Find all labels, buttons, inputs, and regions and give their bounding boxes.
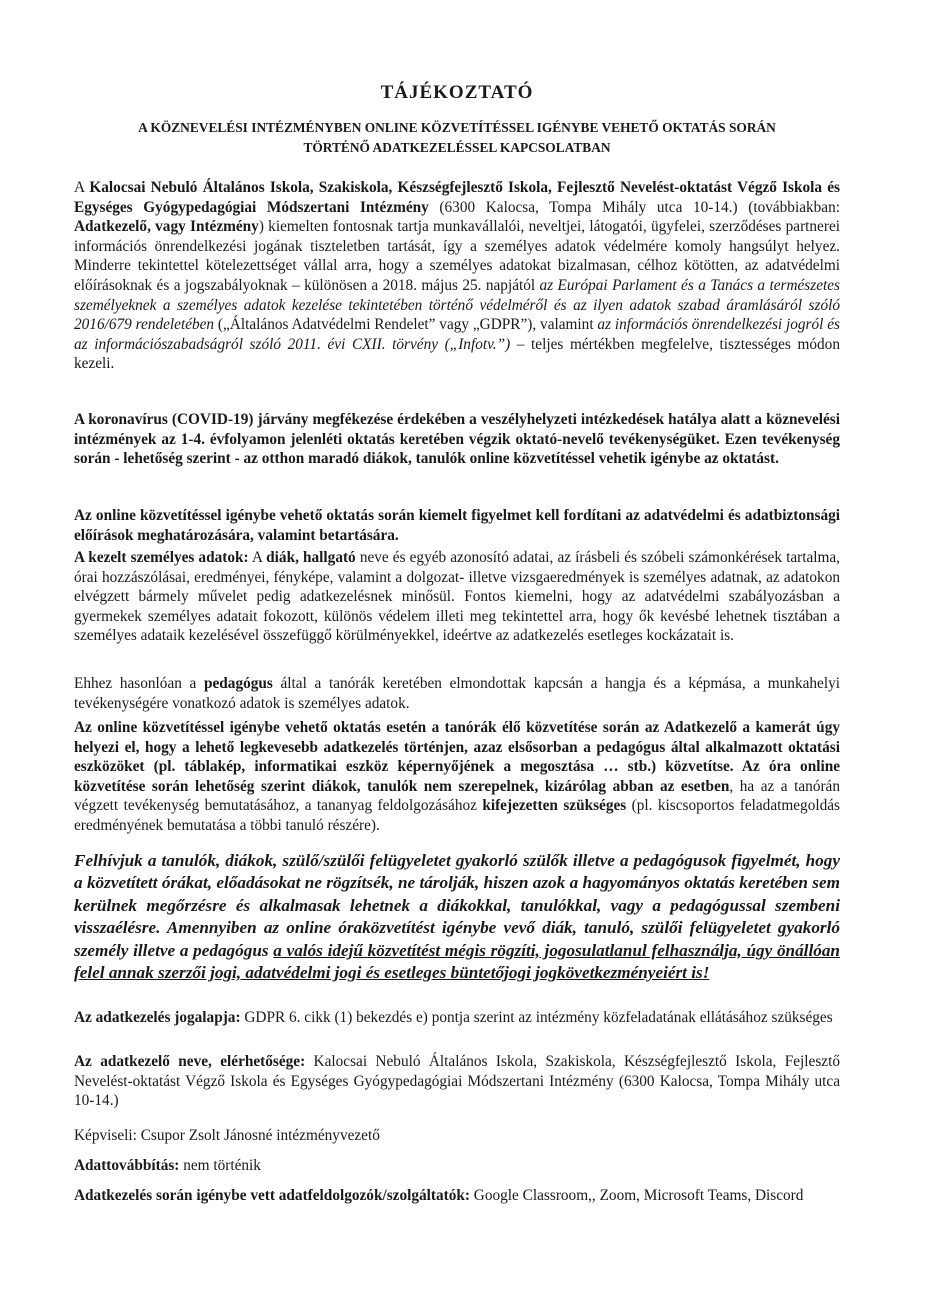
controller-label: Az adatkezelő neve, elérhetősége: (74, 1053, 306, 1070)
controller-paragraph (74, 1052, 840, 1111)
student-term: diák, hallgató (266, 549, 356, 566)
controller-text: Kalocsai Nebuló Általános Iskola, Szakiskola, Készségfejlesztő Iskola, Fejlesztő Nevelést-oktatást Végző Iskola és Egységes Gyógypedagógiai Módszertani Intézmény (6300 Kalocsa, Tompa Mihály utca 10-14.) (74, 1053, 840, 1110)
intro-paragraph (74, 178, 840, 374)
legal-basis-label: Az adatkezelés jogalapja: (74, 1009, 241, 1026)
teacher-data-text-2: által a tanórák keretében elmondottak kapcsán a hangja és a képmása, a munkahelyi tevékenységére vonatkozó adatok is személyes adatok. (74, 675, 840, 712)
camera-bold-text: Az online közvetítéssel igénybe vehető oktatás esetén a tanórák élő közvetítése során az Adatkezelő a kamerát úgy helyezi el, hogy a lehető legkevesebb adatkezelés történjen, azaz elsősorban a pedagógus által alkalmazott oktatási eszközöket (pl. táblakép, informatikai eszköz képernyőjének a megosztása … stb.) közvetítse. Az óra online közvetítése során lehetőség szerint diákok, tanulók nem szerepelnek, kizárólag abban az esetben (74, 719, 840, 795)
intro-text-2: (6300 Kalocsa, Tompa Mihály utca 10-14.) (továbbiakban: (428, 198, 840, 216)
managed-data-label: A kezelt személyes adatok: (74, 549, 249, 566)
gdpr-reference: az Európai Parlament és a Tanács a természetes személyeknek a személyes adatok kezelése tekintetében történő védelméről és az ilyen adatok szabad áramlásáról szóló 2016/679 rendeletében (74, 276, 841, 334)
intro-text-1: A (74, 179, 90, 196)
subtitle-line-1: A KÖZNEVELÉSI INTÉZMÉNYBEN ONLINE KÖZVETÍTÉSSEL IGÉNYBE VEHETŐ OKTATÁS SORÁN (138, 120, 776, 135)
intro-text-5: – teljes mértékben megfelelve, tisztességes módon kezeli. (74, 335, 840, 373)
transfer-label: Adattovábbítás: (74, 1157, 180, 1174)
camera-paragraph (74, 718, 840, 836)
representative-paragraph: Képviseli: Csupor Zsolt Jánosné intézményvezető (74, 1127, 380, 1144)
transfer-text: nem történik (179, 1157, 261, 1174)
processors-label: Adatkezelés során igénybe vett adatfeldolgozók/szolgáltatók: (74, 1187, 470, 1204)
infotv-reference: az információs önrendelkezési jogról és az információszabadságról szóló 2011. évi CXII. törvény („Infotv.”) (74, 316, 840, 353)
controller-alias: Adatkezelő, vagy Intézmény (74, 218, 259, 236)
transfer-paragraph (74, 1156, 840, 1176)
camera-necessary-term: kifejezetten szükséges (482, 797, 627, 815)
legal-basis-text: GDPR 6. cikk (1) bekezdés e) pontja szerint az intézmény közfeladatának ellátásához szükséges (240, 1009, 833, 1026)
document-title: TÁJÉKOZTATÓ (380, 82, 534, 103)
subtitle-line-2: TÖRTÉNŐ ADATKEZELÉSSEL KAPCSOLATBAN (303, 140, 611, 155)
intro-text-4: („Általános Adatvédelmi Rendelet” vagy „GDPR”), valamint (214, 316, 598, 334)
processors-text: Google Classroom,, Zoom, Microsoft Teams, Discord (469, 1187, 804, 1204)
teacher-data-paragraph (74, 674, 840, 713)
camera-text-1: , ha az a tanórán végzett tevékenység bemutatásához, a tananyag feldolgozásához (74, 777, 840, 815)
camera-text-2: (pl. kiscsoportos feladatmegoldás eredményének bemutatása a többi tanuló részére). (74, 797, 840, 834)
managed-data-text-1: A (248, 549, 267, 566)
intro-text-3: ) kiemelten fontosnak tartja munkavállalói, neveltjei, látogatói, ügyfelei, szerződéses partnerei információs önrendelkezési jogának tiszteletben tartását, így a személyes adatok védelmére komoly hangsúlyt helyez. Minderre tekintettel kötelezettséget vállal arra, hogy a személyes adatokat bizalmasan, célhoz kötötten, az adatvédelmi előírásoknak és a jogszabályoknak – különösen a 2018. május 25. napjától (74, 218, 840, 294)
managed-data-paragraph (74, 548, 840, 646)
attention-paragraph: Az online közvetítéssel igénybe vehető oktatás során kiemelt figyelmet kell fordítani az adatvédelmi és adatbiztonsági előírások meghatározására, valamint betartására. (74, 507, 840, 544)
institution-name: Kalocsai Nebuló Általános Iskola, Szakiskola, Készségfejlesztő Iskola, Fejlesztő Nevelést-oktatást Végző Iskola és Egységes Gyógypedagógiai Módszertani Intézmény (74, 179, 840, 216)
managed-data-text-2: neve és egyéb azonosító adatai, az írásbeli és szóbeli számonkérések tartalma, órai hozzászólásai, eredményei, fényképe, valamint a dolgozat- illetve vizsgaeredmények is személyes adatnak, az adatokon elvégzett bármely művelet pedig adatkezelésnek minősül. Fontos kiemelni, hogy az adatvédelmi szabályozásban a gyermekek személyes adatait fokozott, különös védelem illeti meg tekintettel arra, hogy ők kevésbé lehetnek tisztában a személyes adataik kezelésével összefüggő körülményekkel, ideértve az adatkezelés esetleges kockázatait is. (74, 549, 841, 645)
teacher-term: pedagógus (204, 675, 273, 692)
legal-basis-paragraph (74, 1008, 840, 1028)
warning-main-text: Felhívjuk a tanulók, diákok, szülő/szülői felügyeletet gyakorló szülők illetve a pedagógusok figyelmét, hogy a közvetített órákat, előadásokat ne rögzítsék, ne tárolják, hiszen azok a hagyományos oktatás keretében sem kerülnek megőrzésre és alkalmasak lehetnek a diákokkal, tanulókkal, vagy a pedagógussal szembeni visszaélésre. Amennyiben az online óraközvetítést igénybe vevő diák, tanuló, szülői felügyeletet gyakorló személy illetve a pedagógus (74, 851, 840, 960)
covid-paragraph: A koronavírus (COVID-19) járvány megfékezése érdekében a veszélyhelyzeti intézkedések hatálya alatt a köznevelési intézmények az 1-4. évfolyamon jelenléti oktatás keretében végzik oktató-nevelő tevékenységüket. Ezen tevékenység során - lehetőség szerint - az otthon maradó diákok, tanulók online közvetítéssel vehetik igénybe az oktatást. (74, 411, 840, 468)
warning-underlined-text: a valós idejű közvetítést mégis rögzíti, jogosulatlanul felhasználja, úgy önállóan felel annak szerzői jogi, adatvédelmi jogi és esetleges büntetőjogi jogkövetkezményeiért is! (74, 940, 840, 983)
warning-paragraph (74, 850, 840, 984)
processors-paragraph (74, 1186, 840, 1206)
document-subtitle (74, 118, 840, 158)
teacher-data-text-1: Ehhez hasonlóan a (74, 675, 204, 692)
